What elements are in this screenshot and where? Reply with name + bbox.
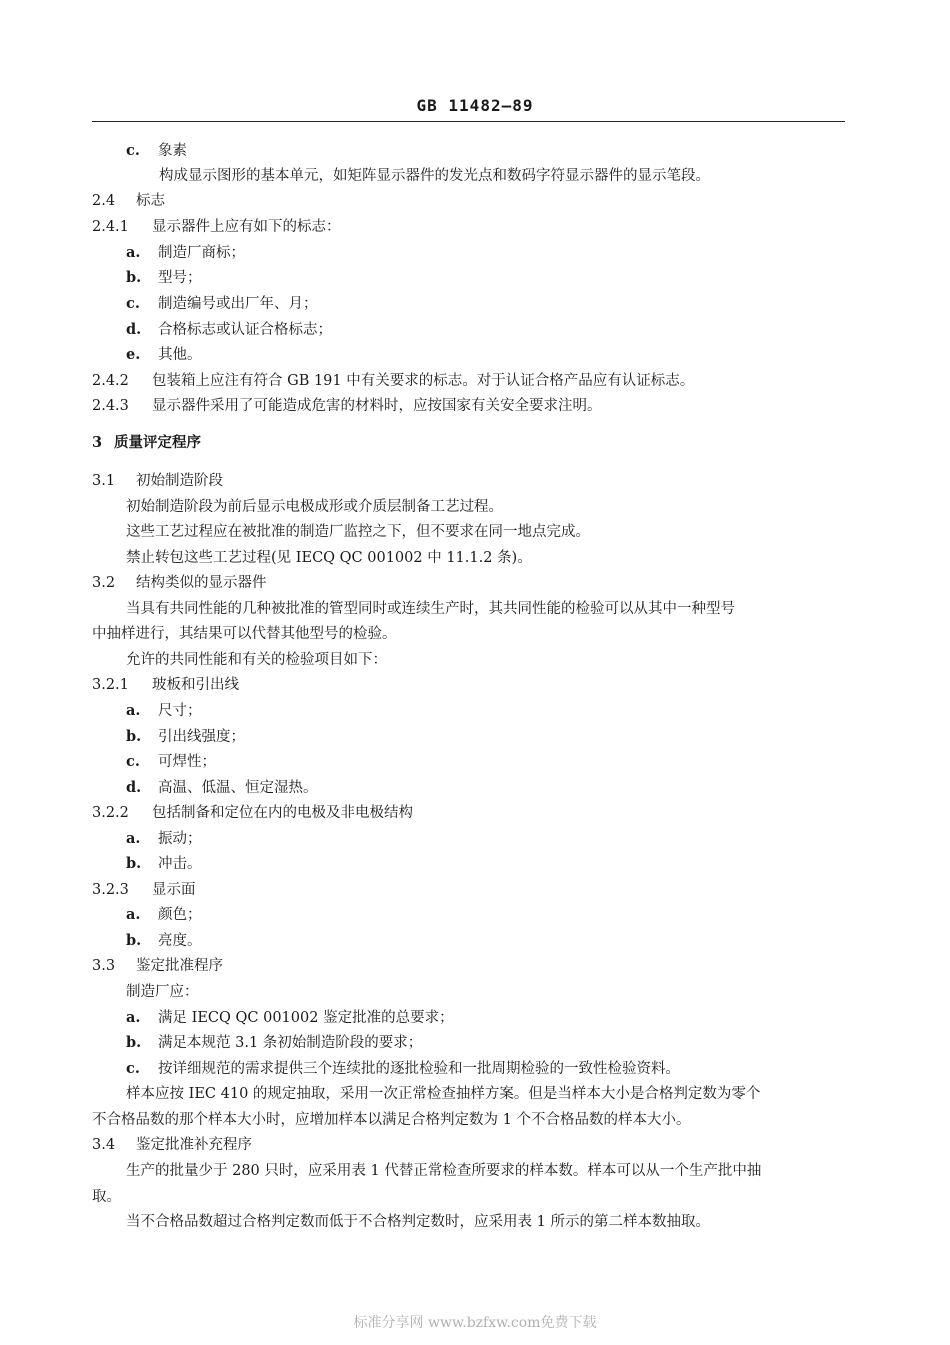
list-item [126,931,202,951]
item-text: 其他。 [158,347,202,363]
section-2-4-3 [92,396,602,416]
paragraph: 这些工艺过程应在被批准的制造厂监控之下，但不要求在同一地点完成。 [126,524,590,540]
standard-code-header: GB 11482—89 [416,96,534,115]
paragraph-continuation: 取。 [92,1189,121,1205]
item-text: 高温、低温、恒定湿热。 [158,780,318,796]
section-number: 3.2 [92,575,116,591]
item-letter: b. [126,1034,142,1051]
item-text: 满足 IECQ QC 001002 鉴定批准的总要求； [158,1010,454,1026]
list-item [126,854,202,874]
list-item [126,905,202,925]
item-text: 制造编号或出厂年、月； [158,296,318,312]
item-letter: a. [126,1009,141,1026]
item-text: 尺寸； [158,703,202,719]
item-letter: a. [126,906,141,923]
section-2-4-1 [92,217,341,237]
paragraph-continuation: 不合格品数的那个样本大小时，应增加样本以满足合格判定数为 1 个不合格品数的样本大小。 [92,1112,691,1128]
list-item [126,345,202,365]
list-item [126,727,245,747]
item-letter: a. [126,702,141,719]
paragraph: 禁止转包这些工艺过程(见 IECQ QC 001002 中 11.1.2 条)。 [126,550,532,566]
header-rule [92,121,845,122]
item-text: 合格标志或认证合格标志； [158,322,332,338]
paragraph-pixel-definition: 构成显示图形的基本单元，如矩阵显示器件的发光点和数码字符显示器件的显示笔段。 [159,168,710,184]
list-item [126,294,318,314]
paragraph: 样本应按 IEC 410 的规定抽取，采用一次正常检查抽样方案。但是当样本大小是合格判定数为零个 [126,1086,761,1102]
item-text: 按详细规范的需求提供三个连续批的逐批检验和一批周期检验的一致性检验资料。 [158,1061,680,1077]
section-3-2-3 [92,880,196,900]
list-item [126,701,202,721]
section-title: 显示器件上应有如下的标志： [152,219,341,235]
item-letter: b. [126,855,142,872]
section-3-2 [92,573,267,593]
item-letter: d. [126,779,142,796]
list-item [126,1059,680,1079]
section-number: 2.4 [92,193,116,209]
item-text: 冲击。 [158,856,202,872]
section-text: 显示器件采用了可能造成危害的材料时，应按国家有关安全要求注明。 [152,398,602,414]
section-3-3 [92,956,223,976]
chapter-number: 3 [92,434,103,451]
section-number: 3.3 [92,958,116,974]
section-title: 显示面 [152,882,196,898]
item-letter: a. [126,244,141,261]
item-text: 振动； [158,831,202,847]
section-title: 初始制造阶段 [136,473,223,489]
item-letter: c. [126,142,140,159]
section-title: 鉴定批准程序 [136,958,223,974]
paragraph: 当具有共同性能的几种被批准的管型同时或连续生产时，其共同性能的检验可以从其中一种型号 [126,601,735,617]
list-item [126,320,332,340]
section-3-2-1 [92,675,239,695]
list-item [126,752,216,772]
item-letter: c. [126,753,140,770]
paragraph: 当不合格品数超过合格判定数而低于不合格判定数时，应采用表 1 所示的第二样本数抽取。 [126,1214,710,1230]
item-text: 象素 [158,143,187,159]
chapter-title: 质量评定程序 [114,434,201,451]
item-letter: c. [126,295,140,312]
section-2-4 [92,191,165,211]
paragraph-continuation: 中抽样进行，其结果可以代替其他型号的检验。 [92,626,397,642]
item-text: 型号； [158,270,202,286]
section-number: 3.2.3 [92,882,129,898]
watermark-footer: 标准分享网 www.bzfxw.com免费下载 [353,1315,597,1331]
chapter-3-heading [92,433,201,453]
section-title: 鉴定批准补充程序 [136,1137,252,1153]
section-number: 3.1 [92,473,116,489]
paragraph: 初始制造阶段为前后显示电极成形或介质层制备工艺过程。 [126,499,503,515]
item-c-pixel [126,141,187,161]
section-number: 2.4.2 [92,373,129,389]
item-text: 制造厂商标； [158,245,245,261]
section-3-2-2 [92,803,413,823]
section-text: 包装箱上应注有符合 GB 191 中有关要求的标志。对于认证合格产品应有认证标志。 [152,373,695,389]
section-3-1 [92,471,223,491]
item-text: 亮度。 [158,933,202,949]
section-2-4-2 [92,371,694,391]
item-text: 可焊性； [158,754,216,770]
list-item [126,1033,422,1053]
list-item [126,778,318,798]
list-item [126,1008,454,1028]
section-title: 标志 [136,193,165,209]
section-3-4 [92,1135,252,1155]
section-title: 包括制备和定位在内的电极及非电极结构 [152,805,413,821]
item-letter: e. [126,346,141,363]
paragraph: 制造厂应： [126,984,199,1000]
section-number: 3.4 [92,1137,116,1153]
item-text: 引出线强度； [158,729,245,745]
item-text: 满足本规范 3.1 条初始制造阶段的要求； [158,1035,423,1051]
item-letter: b. [126,932,142,949]
section-number: 3.2.1 [92,677,129,693]
list-item [126,243,245,263]
paragraph: 允许的共同性能和有关的检验项目如下： [126,652,387,668]
item-letter: b. [126,269,142,286]
paragraph: 生产的批量少于 280 只时，应采用表 1 代替正常检查所要求的样本数。样本可以从一个生产批中抽 [126,1163,762,1179]
section-title: 玻板和引出线 [152,677,239,693]
item-letter: a. [126,830,141,847]
item-letter: d. [126,321,142,338]
section-title: 结构类似的显示器件 [136,575,267,591]
item-letter: c. [126,1060,140,1077]
section-number: 3.2.2 [92,805,129,821]
list-item [126,268,202,288]
item-text: 颜色； [158,907,202,923]
item-letter: b. [126,728,142,745]
section-number: 2.4.3 [92,398,129,414]
section-number: 2.4.1 [92,219,129,235]
list-item [126,829,202,849]
